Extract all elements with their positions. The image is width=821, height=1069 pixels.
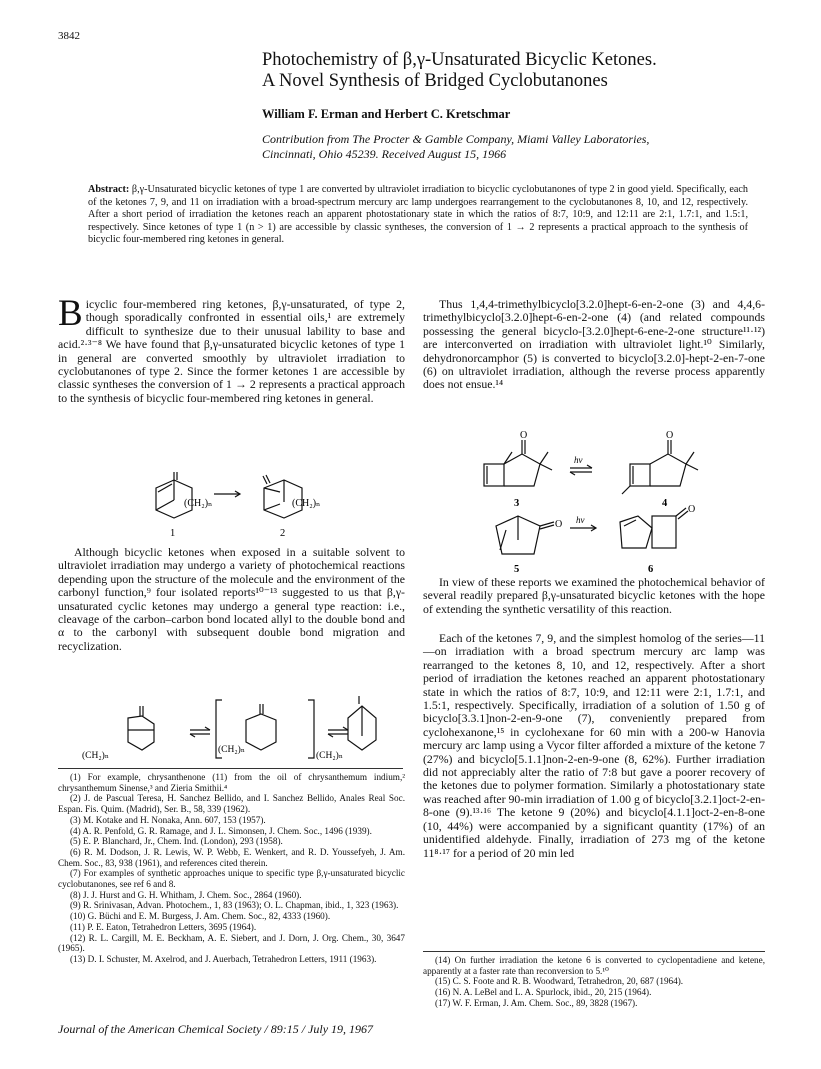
footnotes-left	[58, 772, 405, 965]
label-ch2n-b: (CH₂)ₙ	[218, 745, 245, 755]
paragraph-r1: Thus 1,4,4-trimethylbicyclo[3.2.0]hept-6-en-2-one (3) and 4,4,6-trimethylbicyclo[3.2.0]hept-6-en-2-one (4) (and related compounds possessing the general bicyclo-[3.2.0]hept-6-ene-2-one structure¹¹·¹²) are interconverted on irradiation with ultraviolet light.¹⁰ Similarly, dehydronorcamphor (5) is converted to bicyclo[3.2.0]-hept-2-en-7-one (6) on ultraviolet irradiation, although the reverse process apparently does not ensue.¹⁴	[423, 297, 765, 392]
footnote: (16) N. A. LeBel and L. A. Spurlock, ibid., 20, 215 (1964).	[435, 987, 652, 998]
intro-text: icyclic four-membered ring ketones, β,γ-unsaturated, of type 2, though sporadically confronted in essential oils,¹ are extremely difficult to synthesize due to their unusual lability to base and acid.²·³⁻⁸ We have found that β,γ-unsaturated bicyclic ketones of type 1 in general are converted smoothly by ultraviolet irradiation to cyclobutanones of type 2. Since the former ketones 1 are accessible by classic syntheses the conversion of 1 → 2 represents a practical approach to the synthesis of bicyclic four-membered ring ketones in general.	[58, 297, 405, 405]
affiliation-line-1: Contribution from The Procter & Gamble Company, Miami Valley Laboratories,	[262, 132, 650, 146]
label-ch2n-c: (CH₂)ₙ	[316, 751, 343, 761]
scheme-3-to-6	[430, 430, 760, 580]
abstract-label: Abstract:	[88, 184, 130, 195]
footnote-rule-right	[423, 951, 765, 952]
footnote: (17) W. F. Erman, J. Am. Chem. Soc., 89, 3828 (1967).	[435, 997, 638, 1008]
label-ch2n-2: (CH₂)ₙ	[292, 498, 321, 509]
footnote: (5) E. P. Blanchard, Jr., Chem. Ind. (London), 293 (1958).	[70, 836, 283, 847]
footnote: (6) R. M. Dodson, J. R. Lewis, W. P. Webb, E. Wenkert, and R. D. Youssefyeh, J. Am. Chem. Soc., 83, 938 (1961), and references cited therein.	[58, 846, 405, 868]
hv-label-1: hν	[574, 455, 583, 465]
footnote: (8) J. J. Hurst and G. H. Whitham, J. Chem. Soc., 2864 (1960).	[70, 889, 302, 900]
abstract-text: β,γ-Unsaturated bicyclic ketones of type 1 are converted by ultraviolet irradiation to bicyclic cyclobutanones of type 2 in good yield. Specifically, each of the ketones 7, 9, and 11 on irradiation with a broad-spectrum mercury arc lamp undergoes rearrangement to the cyclobutanones 8, 10, and 12, respectively. After a short period of irradiation the ketones reach an apparent photostationary state in which the ratios of 8:7, 10:9, and 12:11 are 2:1, 1.7:1, and 1.5:1, respectively. Since ketones of type 1 (n > 1) are accessible by classic syntheses, the conversion of 1 → 2 represents a practical approach to the synthesis of bicyclic four-membered ring ketones in general.	[88, 184, 748, 246]
affiliation	[262, 132, 732, 162]
footnote: (12) R. L. Cargill, M. E. Beckham, A. E. Siebert, and J. Dorn, J. Org. Chem., 30, 3647 (1965).	[58, 932, 405, 954]
authors: William F. Erman and Herbert C. Kretschmar	[262, 107, 511, 121]
footnote: (14) On further irradiation the ketone 6 is converted to cyclopentadiene and ketene, apparently at a faster rate than reconversion to 5.¹⁰	[423, 955, 765, 976]
affiliation-line-2: Cincinnati, Ohio 45239. Received August 15, 1966	[262, 147, 507, 161]
compound-label-1: 1	[170, 528, 176, 539]
footnote: (2) J. de Pascual Teresa, H. Sanchez Bellido, and I. Sanchez Bellido, Anales Real Soc. Espan. Fis. Quim. (Madrid), Ser. B., 58, 339 (1962).	[58, 793, 405, 815]
abstract	[88, 184, 748, 247]
label-ch2n-1: (CH₂)ₙ	[184, 498, 213, 509]
footnote: (11) P. E. Eaton, Tetrahedron Letters, 3695 (1964).	[70, 921, 257, 932]
oxygen-5: O	[555, 519, 563, 530]
page-number: 3842	[58, 30, 80, 42]
compound-label-6: 6	[648, 564, 654, 575]
compound-label-4: 4	[662, 498, 668, 509]
scheme-recyclization	[80, 696, 380, 766]
drop-cap: B	[58, 293, 83, 334]
label-ch2n-a: (CH₂)ₙ	[82, 751, 109, 761]
journal-footer: Journal of the American Chemical Society / 89:15 / July 19, 1967	[58, 1022, 374, 1036]
oxygen-3: O	[520, 430, 528, 441]
oxygen-6: O	[688, 504, 696, 515]
title-line-2: A Novel Synthesis of Bridged Cyclobutanones	[262, 71, 608, 91]
article-title	[262, 50, 742, 92]
footnote: (1) For example, chrysanthenone (11) from the oil of chrysanthemum indium,² chrysanthemum Sinense,³ and Zieria Smithii.⁴	[58, 772, 405, 793]
paragraph-2: Although bicyclic ketones when exposed in a suitable solvent to ultraviolet irradiation may undergo a variety of photochemical reactions depending upon the structure of the molecule and the environment of the carbonyl function,⁹ four isolated reports¹⁰⁻¹³ suggested to us that β,γ-unsaturated cyclic ketones may undergo a general type reaction: i.e., cleavage of the carbon–carbon bond located allyl to the double bond and α to the carbonyl with subsequent double bond migration and recyclization.	[58, 545, 405, 653]
paragraph-r3: Each of the ketones 7, 9, and the simplest homolog of the series—11—on irradiation with a broad spectrum mercury arc lamp was rearranged to the ketones 8, 10, and 12, respectively. After a short period of irradiation the ketones reached an apparent photostationary state in which the ratios of 8:7, 10:9, and 12:11 were 2:1, 1.7:1, and 1.5:1, respectively. Specifically, irradiation of a solution of 1.50 g of bicyclo[3.3.1]non-2-en-9-one (7), conveniently prepared from cyclohexanone,¹⁵ in cyclohexane for 60 min with a 200-w Hanovia mercury arc lamp using a Vycor filter afforded a mixture of the ketone 7 (27%) and bicyclo[5.1.1]non-2-en-9-one (8, 62%). Further irradiation did not appreciably alter the ratio of 7:8 but gave a poorer recovery of the ketones due to polymer formation. Similarly a photostationary state was reached after 90-min irradiation of 1.00 g of bicyclo[3.2.1]oct-2-en-8-one (9).¹³·¹⁶ The ketone 9 (20%) and bicyclo[4.1.1]oct-2-en-8-one (10, 44%) were accompanied by a significant quantity (17%) of an unidentified aldehyde. Finally, irradiation of 273 mg of the ketone 11⁸·¹⁷ for a period of 20 min led	[423, 631, 765, 860]
footnote: (15) C. S. Foote and R. B. Woodward, Tetrahedron, 20, 687 (1964).	[435, 976, 684, 987]
footnote: (4) A. R. Penfold, G. R. Ramage, and J. L. Simonsen, J. Chem. Soc., 1496 (1939).	[70, 825, 372, 836]
compound-label-5: 5	[514, 564, 520, 575]
footnote: (9) R. Srinivasan, Advan. Photochem., 1, 83 (1963); O. L. Chapman, ibid., 1, 323 (1963).	[70, 900, 399, 911]
hv-label-2: hν	[576, 515, 585, 525]
paragraph-r2: In view of these reports we examined the photochemical behavior of several readily prepared β,γ-unsaturated bicyclic ketones with the hope of extending the synthetic versatility of this reaction.	[423, 575, 765, 616]
scheme-1-to-2	[140, 470, 340, 542]
footnotes-right	[423, 955, 765, 1009]
footnote: (13) D. I. Schuster, M. Axelrod, and J. Auerbach, Tetrahedron Letters, 1911 (1963).	[70, 953, 377, 964]
footnote: (10) G. Büchi and E. M. Burgess, J. Am. Chem. Soc., 82, 4333 (1960).	[70, 911, 331, 922]
title-line-1: Photochemistry of β,γ-Unsaturated Bicyclic Ketones.	[262, 50, 657, 70]
footnote-rule-left	[58, 768, 403, 769]
footnote: (7) For examples of synthetic approaches unique to specific type β,γ-unsaturated bicyclic cyclobutanones, see ref 6 and 8.	[58, 868, 405, 890]
oxygen-4: O	[666, 430, 674, 441]
footnote: (3) M. Kotake and H. Nonaka, Ann. 607, 153 (1957).	[70, 814, 266, 825]
intro-paragraph	[58, 293, 405, 405]
compound-label-3: 3	[514, 498, 520, 509]
compound-label-2: 2	[280, 528, 286, 539]
